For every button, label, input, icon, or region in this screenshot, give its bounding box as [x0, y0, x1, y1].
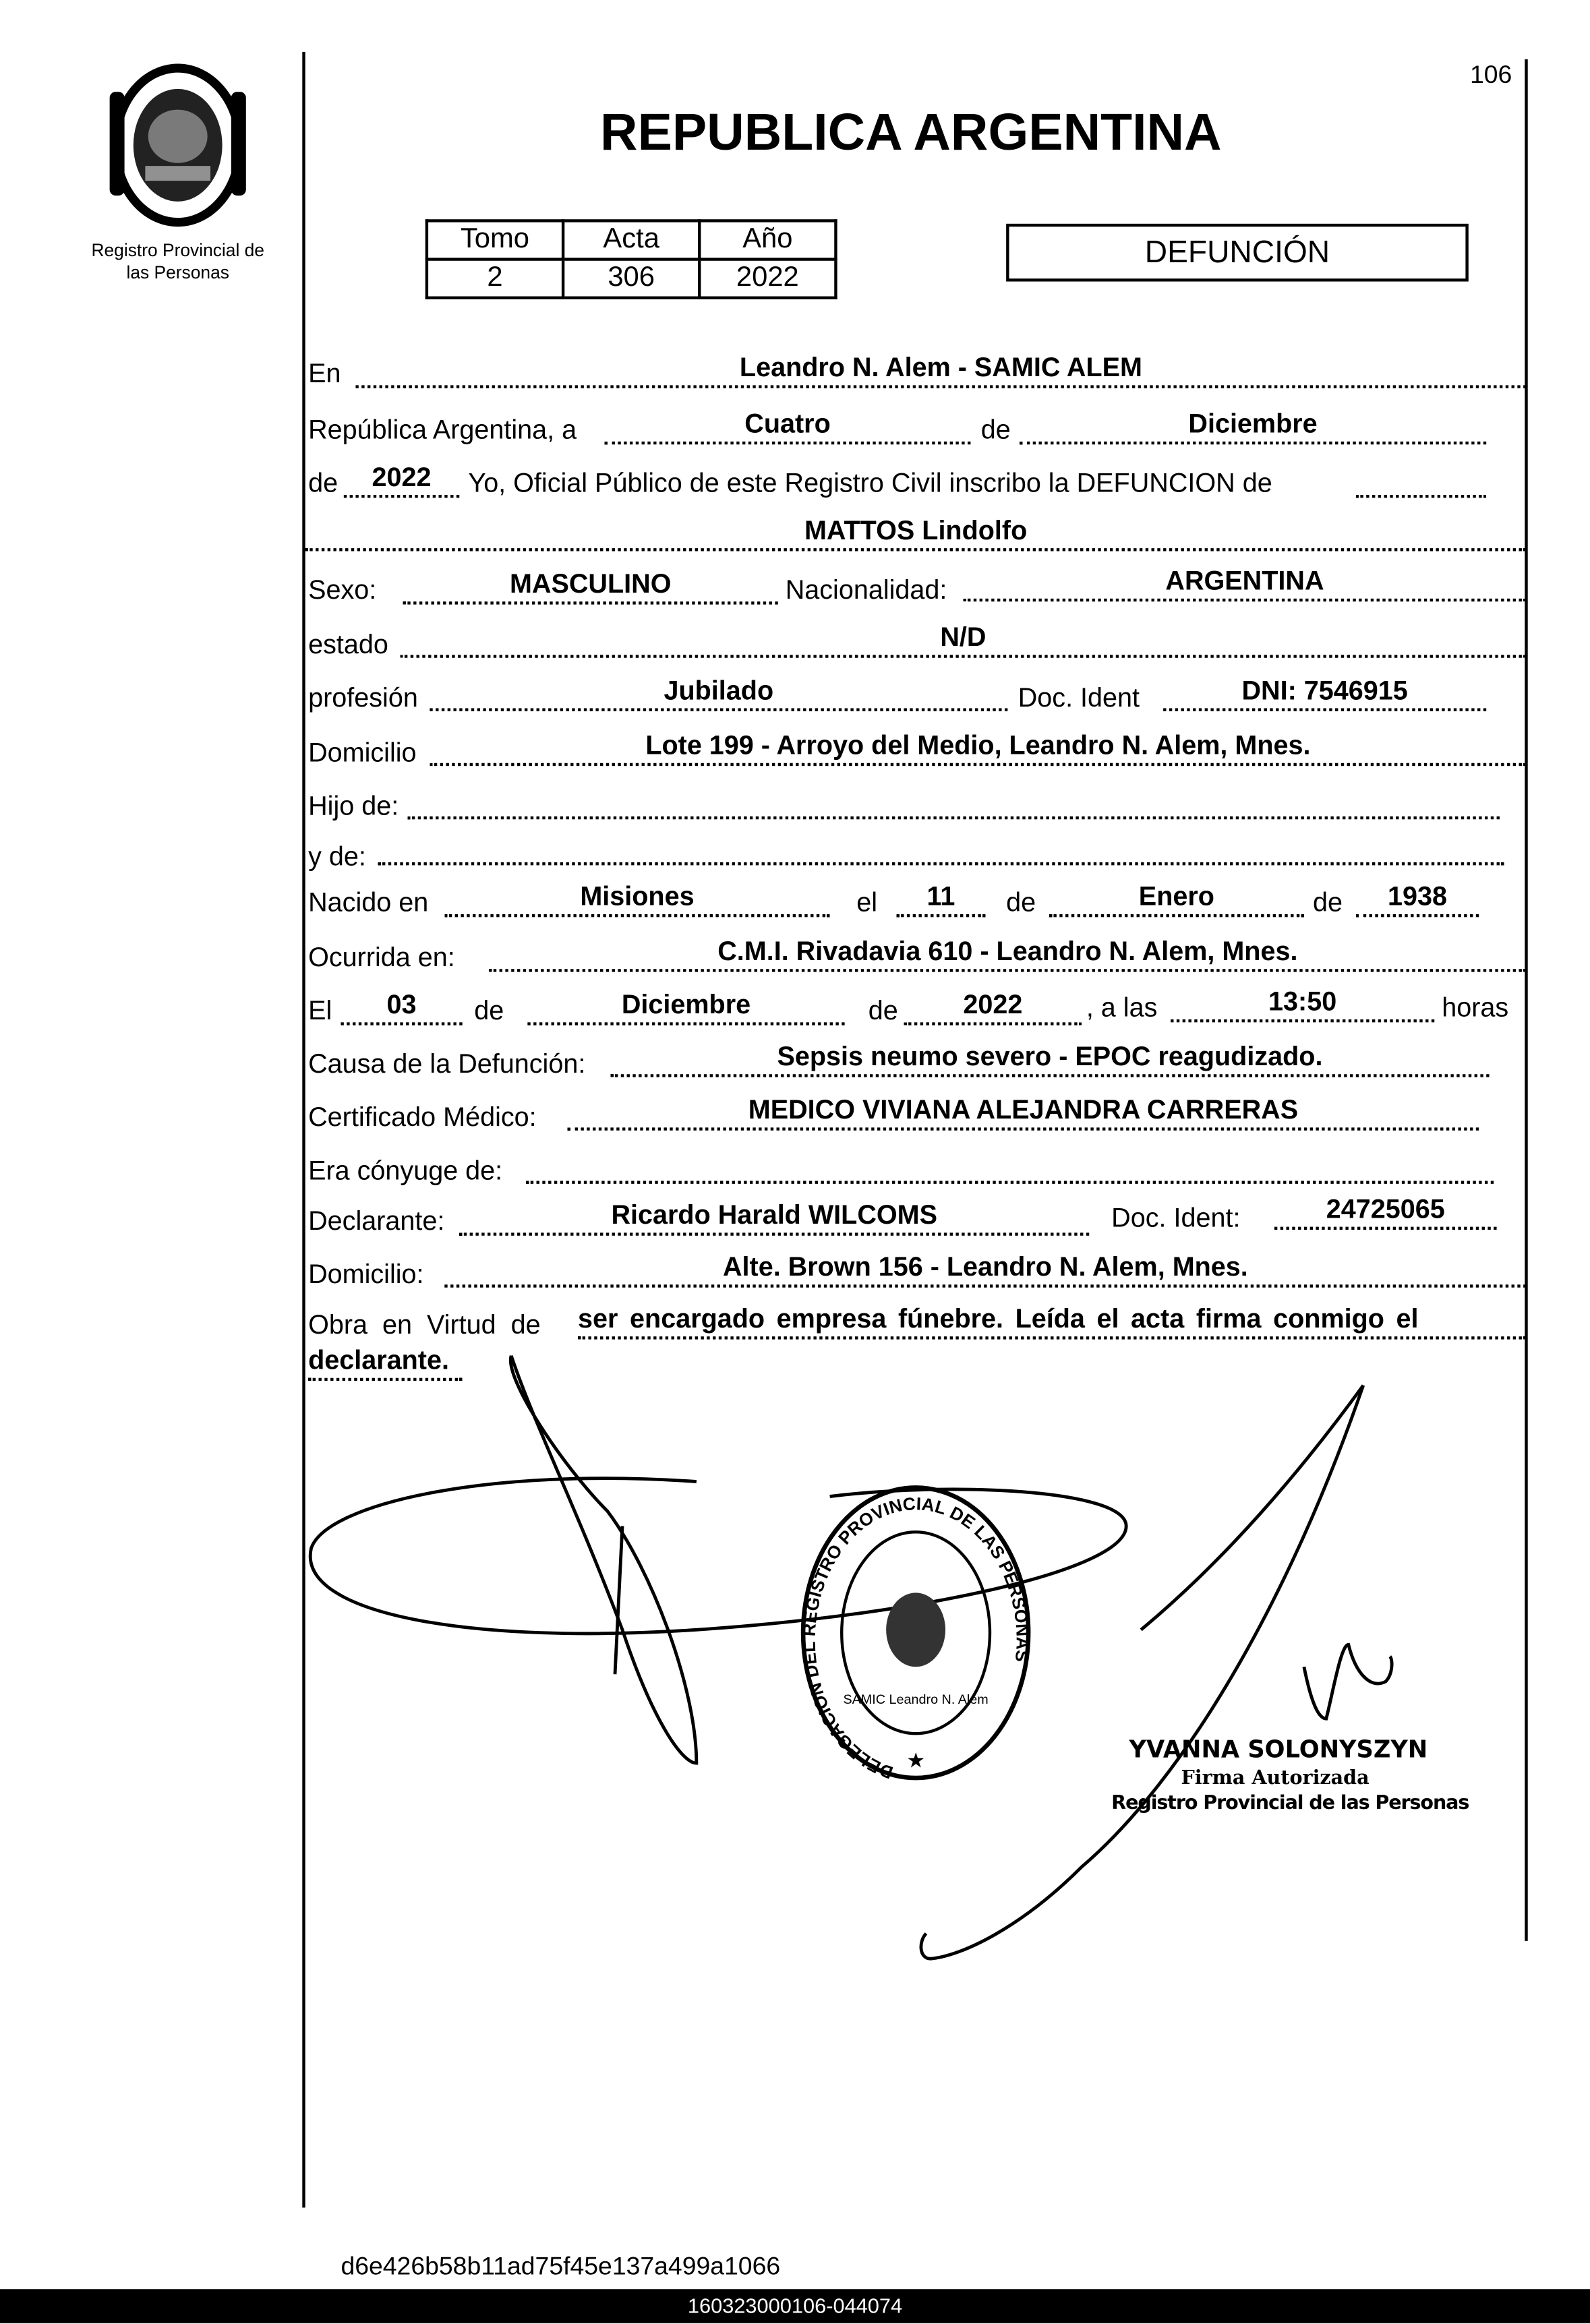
en-field: Leandro N. Alem - SAMIC ALEM — [355, 353, 1526, 388]
de-label: de — [308, 468, 338, 498]
tomo-header: Tomo — [427, 220, 563, 259]
deceased-name-field: MATTOS Lindolfo — [305, 516, 1527, 552]
declarante-label: Declarante: — [308, 1205, 445, 1236]
ocurrida-label: Ocurrida en: — [308, 942, 455, 972]
registry-seal-stamp — [797, 1482, 1034, 1786]
de-label: de — [980, 415, 1011, 445]
declarant-signature-loop — [510, 1356, 697, 1763]
muerte-hora-field: 13:50 — [1171, 987, 1434, 1023]
page-title: REPUBLICA ARGENTINA — [600, 103, 1222, 162]
muerte-anio-field: 2022 — [904, 990, 1082, 1025]
tomo-value: 2 — [427, 260, 563, 298]
muerte-dia-field: 03 — [341, 990, 462, 1025]
de-label: de — [1006, 887, 1036, 918]
de-label: de — [474, 995, 504, 1025]
acta-header: Acta — [563, 220, 699, 259]
nacido-dia-field: 11 — [897, 882, 986, 918]
ocurrida-field: C.M.I. Rivadavia 610 - Leandro N. Alem, Mnes. — [489, 936, 1526, 972]
declarante-doc-field: 24725065 — [1274, 1194, 1497, 1230]
en-label: En — [308, 358, 341, 388]
certificado-label: Certificado Médico: — [308, 1102, 537, 1132]
nacido-anio-field: 1938 — [1356, 882, 1479, 918]
anio-value: 2022 — [699, 260, 835, 298]
nacido-mes-field: Enero — [1049, 882, 1304, 918]
inscribo-text: Yo, Oficial Público de este Registro Civil inscribo la DEFUNCION de — [468, 468, 1272, 498]
document-hash: d6e426b58b11ad75f45e137a499a1066 — [341, 2252, 781, 2281]
svg-text:★: ★ — [906, 1748, 925, 1772]
obra-field-line2: declarante. — [308, 1345, 463, 1381]
nacido-lugar-field: Misiones — [444, 882, 829, 918]
day-field: Cuatro — [605, 409, 971, 445]
declarante-field: Ricardo Harald WILCOMS — [459, 1200, 1089, 1236]
registry-caption-line2: las Personas — [126, 262, 229, 283]
nacionalidad-label: Nacionalidad: — [785, 574, 947, 605]
document-code: 160323000106-044074 — [687, 2293, 903, 2318]
causa-field: Sepsis neumo severo - EPOC reagudizado. — [610, 1042, 1489, 1077]
record-type-box: DEFUNCIÓN — [1006, 224, 1469, 282]
declarante-domicilio-label: Domicilio: — [308, 1259, 424, 1289]
domicilio-label: Domicilio — [308, 738, 417, 768]
de-label: de — [1313, 887, 1343, 918]
certificado-field: MEDICO VIVIANA ALEJANDRA CARRERAS — [568, 1095, 1479, 1131]
nacionalidad-field: ARGENTINA — [963, 566, 1526, 601]
alas-label: , a las — [1086, 992, 1158, 1023]
officer-name: YVANNA SOLONYSZYN — [1129, 1735, 1428, 1764]
document-code-bar — [0, 2289, 1590, 2323]
obra-label: Obra en Virtud de — [308, 1309, 541, 1340]
anio-header: Año — [699, 220, 835, 259]
muerte-mes-field: Diciembre — [527, 990, 844, 1025]
sexo-label: Sexo: — [308, 574, 377, 605]
nacido-label: Nacido en — [308, 887, 429, 918]
estado-label: estado — [308, 629, 388, 659]
doc-ident-field: DNI: 7546915 — [1163, 676, 1486, 711]
acta-value: 306 — [563, 260, 699, 298]
yde-label: y de: — [308, 841, 366, 872]
page-number: 106 — [1469, 61, 1512, 89]
republica-label: República Argentina, a — [308, 415, 577, 445]
causa-label: Causa de la Defunción: — [308, 1048, 586, 1079]
registry-caption-line1: Registro Provincial de — [91, 240, 264, 261]
horas-label: horas — [1442, 992, 1509, 1023]
profesion-field: Jubilado — [430, 676, 1007, 711]
seal-inner-text: SAMIC Leandro N. Alem — [843, 1692, 989, 1708]
sexo-field: MASCULINO — [403, 569, 778, 605]
hijo-label: Hijo de: — [308, 791, 399, 821]
seal-outer-text: DELEGACION DEL REGISTRO PROVINCIAL DE LAS PERSONAS — [798, 1493, 1033, 1783]
officer-role: Firma Autorizada — [1181, 1767, 1370, 1790]
obra-field-line1: ser encargado empresa fúnebre. Leída el acta firma conmigo el — [578, 1304, 1526, 1340]
estado-field: N/D — [400, 622, 1526, 658]
conyuge-label: Era cónyuge de: — [308, 1156, 503, 1186]
month-field: Diciembre — [1020, 409, 1486, 445]
profesion-label: profesión — [308, 683, 418, 713]
year-field: 2022 — [344, 463, 459, 498]
officer-office: Registro Provincial de las Personas — [1111, 1793, 1469, 1816]
declarante-doc-label: Doc. Ident: — [1111, 1203, 1241, 1233]
domicilio-field: Lote 199 - Arroyo del Medio, Leandro N. Alem, Mnes. — [430, 730, 1526, 766]
de-label: de — [868, 995, 898, 1025]
doc-ident-label: Doc. Ident — [1018, 683, 1140, 713]
declarante-domicilio-field: Alte. Brown 156 - Leandro N. Alem, Mnes. — [444, 1252, 1526, 1288]
el-label: El — [308, 995, 332, 1025]
el-label: el — [856, 887, 878, 918]
